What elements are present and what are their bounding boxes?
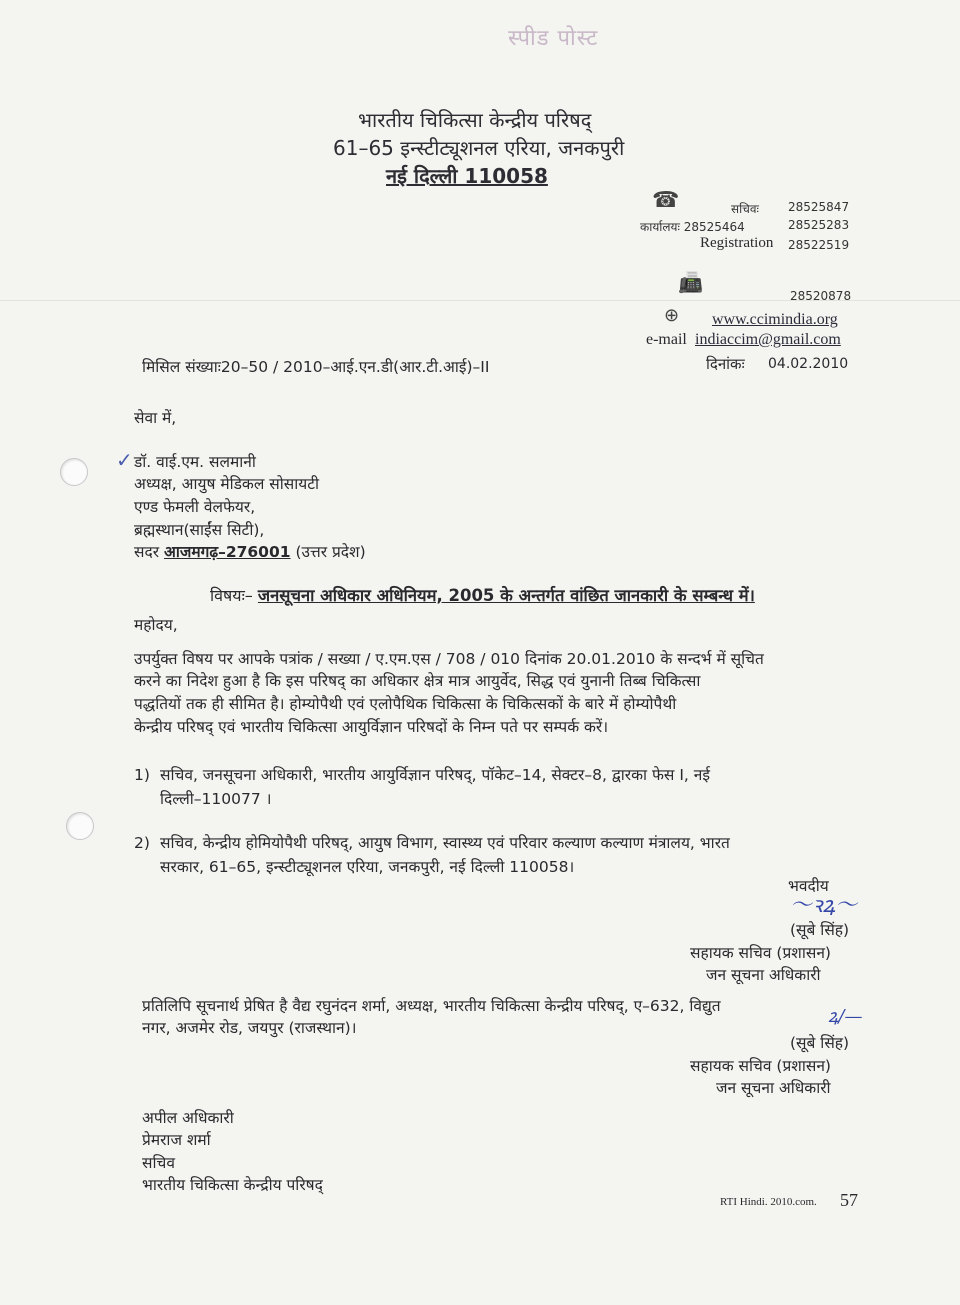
speed-post-stamp: स्पीड पोस्ट bbox=[508, 26, 599, 51]
date-label: दिनांकः bbox=[706, 355, 745, 373]
signatory-designation: सहायक सचिव (प्रशासन) bbox=[690, 1057, 831, 1075]
email-link[interactable]: indiaccim@gmail.com bbox=[695, 331, 841, 348]
appeal-line: प्रेमराज शर्मा bbox=[142, 1131, 211, 1149]
punch-hole bbox=[60, 458, 88, 486]
handwritten-initials: ꝝ/— bbox=[828, 1006, 863, 1027]
list-item-number: 2) bbox=[134, 834, 150, 852]
page-number: 57 bbox=[840, 1190, 858, 1210]
list-item-line: सरकार, 61–65, इन्स्टीट्यूशनल एरिया, जनकपुरी, नई दिल्ली 110058। bbox=[160, 858, 575, 876]
copy-line: नगर, अजमेर रोड, जयपुर (राजस्थान)। bbox=[142, 1019, 357, 1037]
list-item-line: दिल्ली–110077 । bbox=[160, 790, 272, 808]
appeal-line: भारतीय चिकित्सा केन्द्रीय परिषद् bbox=[142, 1176, 323, 1194]
globe-icon: ⊕ bbox=[664, 305, 680, 326]
greeting: महोदय, bbox=[134, 616, 178, 634]
org-name: भारतीय चिकित्सा केन्द्रीय परिषद् bbox=[358, 108, 592, 132]
letter-date: 04.02.2010 bbox=[768, 356, 849, 372]
registration-label: Registration bbox=[700, 235, 774, 251]
sachiv-phone: 28525847 bbox=[788, 200, 850, 214]
appeal-line: सचिव bbox=[142, 1154, 175, 1172]
subject-text: जनसूचना अधिकार अधिनियम, 2005 के अन्तर्गत वांछित जानकारी के सम्बन्ध में। bbox=[257, 586, 755, 605]
subject-line bbox=[210, 583, 755, 606]
recipient-line: ब्रह्मस्थान(साईंस सिटी), bbox=[134, 521, 265, 539]
body-line: करने का निदेश हुआ है कि इस परिषद् का अधिकार क्षेत्र मात्र आयुर्वेद, सिद्ध एवं युनानी तिब्ब चिकित्सा bbox=[134, 672, 701, 690]
footer-source: RTI Hindi. 2010.com. bbox=[720, 1196, 817, 1208]
office-phone: कार्यालयः 28525464 bbox=[640, 220, 745, 234]
subject-label: विषयः– bbox=[210, 586, 253, 605]
signatory-role: जन सूचना अधिकारी bbox=[716, 1079, 831, 1097]
recipient-line: अध्यक्ष, आयुष मेडिकल सोसायटी bbox=[134, 475, 320, 493]
file-number: मिसिल संख्याः20–50 / 2010–आई.एन.डी(आर.टी.आई)–II bbox=[142, 358, 490, 376]
recipient-prefix: सदर bbox=[134, 543, 160, 561]
recipient-line: डॉ. वाई.एम. सलमानी bbox=[134, 453, 256, 471]
recipient-line: एण्ड फेमली वेलफेयर, bbox=[134, 498, 256, 516]
signatory-designation: सहायक सचिव (प्रशासन) bbox=[690, 944, 831, 962]
handwritten-tick-mark: ✓ bbox=[116, 448, 133, 472]
sachiv-label: सचिवः bbox=[731, 202, 759, 216]
recipient-city: आजमगढ़–276001 bbox=[164, 543, 291, 561]
appeal-line: अपील अधिकारी bbox=[142, 1109, 234, 1127]
office-phone-2: 28525283 bbox=[788, 218, 850, 232]
body-line: उपर्युक्त विषय पर आपके पत्रांक / सख्या / ए.एम.एस / 708 / 010 दिनांक 20.01.2010 के सन्दर्भ में सूचित bbox=[134, 650, 764, 668]
org-address: 61–65 इन्स्टीट्यूशनल एरिया, जनकपुरी bbox=[333, 136, 625, 160]
recipient-state: (उत्तर प्रदेश) bbox=[295, 543, 366, 561]
punch-hole bbox=[66, 812, 94, 840]
fax-icon: 📠 bbox=[678, 270, 703, 294]
fax-number: 28520878 bbox=[790, 289, 852, 303]
telephone-icon: ☎ bbox=[652, 188, 680, 213]
salutation-to: सेवा में, bbox=[134, 409, 177, 427]
signatory-name: (सूबे सिंह) bbox=[790, 1034, 850, 1052]
website-link[interactable]: www.ccimindia.org bbox=[712, 311, 838, 328]
body-line: केन्द्रीय परिषद् एवं भारतीय चिकित्सा आयुर्विज्ञान परिषदों के निम्न पते पर सम्पर्क करें। bbox=[134, 718, 609, 736]
recipient-address-last bbox=[134, 541, 366, 563]
body-line: पद्धतियों तक ही सीमित है। होम्योपैथी एवं एलोपैथिक चिकित्सा के चिकित्सकों के बारे में होम्योपैथी bbox=[134, 695, 677, 713]
copy-line: प्रतिलिपि सूचनार्थ प्रेषित है वैद्य रघुनंदन शर्मा, अध्यक्ष, भारतीय चिकित्सा केन्द्रीय परिषद्, ए–632, विद्युत bbox=[142, 997, 721, 1015]
signatory-role: जन सूचना अधिकारी bbox=[706, 966, 821, 984]
list-item-number: 1) bbox=[134, 766, 150, 784]
closing-bhavadiya: भवदीय bbox=[788, 877, 829, 895]
signatory-name: (सूबे सिंह) bbox=[790, 921, 850, 939]
list-item-line: सचिव, जनसूचना अधिकारी, भारतीय आयुर्विज्ञान परिषद्, पॉकेट–14, सेक्टर–8, द्वारका फेस I, नई bbox=[160, 766, 710, 784]
email-label: e-mail bbox=[646, 331, 687, 348]
registration-phone: 28522519 bbox=[788, 238, 850, 252]
list-item-line: सचिव, केन्द्रीय होमियोपैथी परिषद्, आयुष विभाग, स्वास्थ्य एवं परिवार कल्याण कल्याण मंत्रालय, भारत bbox=[160, 834, 730, 852]
handwritten-signature: 〜ꝛꝝ〜 bbox=[790, 893, 858, 918]
org-city: नई दिल्ली 110058 bbox=[386, 164, 548, 188]
